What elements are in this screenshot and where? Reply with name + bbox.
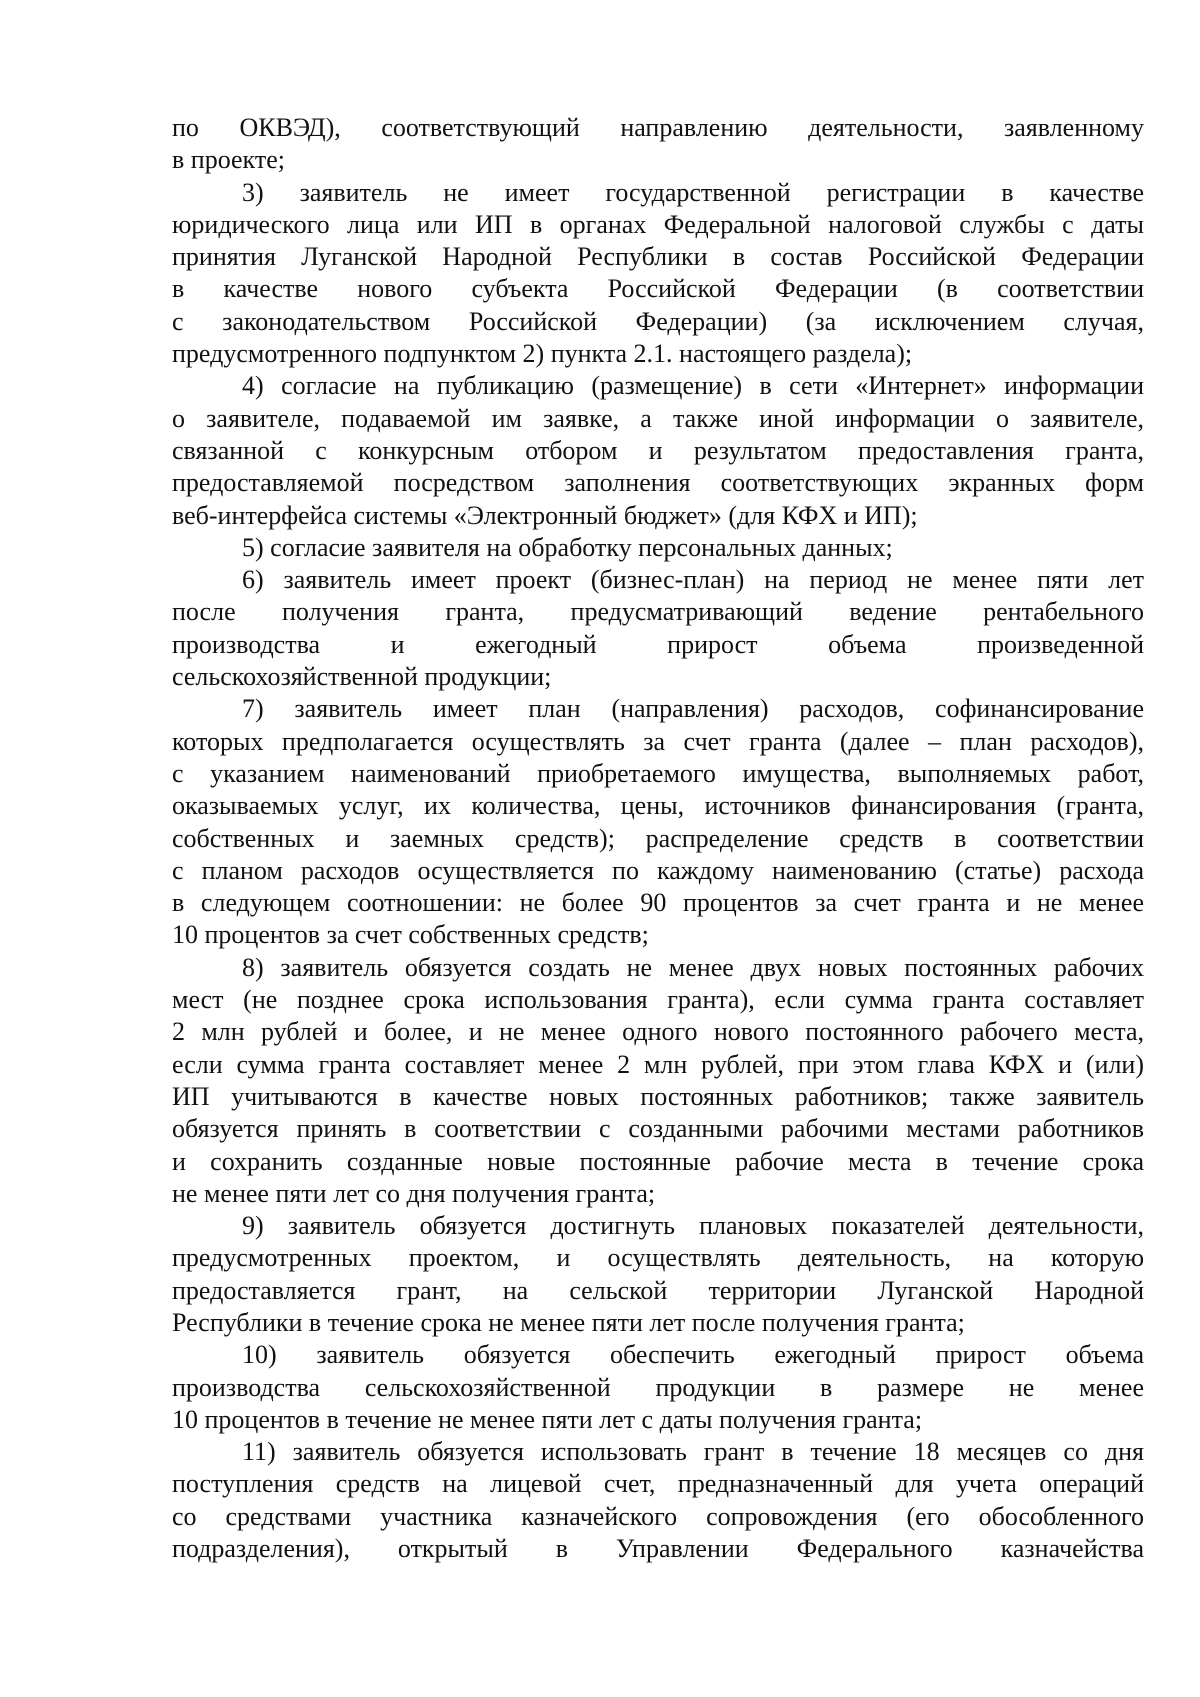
text-line: предоставляемой посредством заполнения соответствующих экранных форм — [172, 468, 1144, 498]
paragraph — [172, 952, 1144, 1210]
text-line: о заявителе, подаваемой им заявке, а также иной информации о заявителе, — [172, 403, 1144, 433]
text-line: принятия Луганской Народной Республики в состав Российской Федерации — [172, 242, 1144, 272]
text-line: в следующем соотношении: не более 90 процентов за счет гранта и не менее — [172, 888, 1144, 918]
text-line: сельскохозяйственной продукции; — [172, 662, 552, 692]
text-line: с законодательством Российской Федерации) (за исключением случая, — [172, 306, 1144, 336]
paragraph — [172, 693, 1144, 951]
text-line: после получения гранта, предусматривающий ведение рентабельного — [172, 597, 1144, 627]
text-line: 2 млн рублей и более, и не менее одного нового постоянного рабочего места, — [172, 1017, 1144, 1047]
text-line: не менее пяти лет со дня получения гранта; — [172, 1178, 656, 1208]
text-line: связанной с конкурсным отбором и результатом предоставления гранта, — [172, 435, 1144, 465]
paragraph — [172, 1210, 1144, 1339]
text-line: производства сельскохозяйственной продукции в размере не менее — [172, 1372, 1144, 1402]
text-line: 7) заявитель имеет план (направления) расходов, софинансирование — [242, 694, 1144, 724]
text-line: ИП учитываются в качестве новых постоянных работников; также заявитель — [172, 1081, 1144, 1111]
text-line: предоставляется грант, на сельской территории Луганской Народной — [172, 1275, 1144, 1305]
text-line: обязуется принять в соответствии с созданными рабочими местами работников — [172, 1114, 1144, 1144]
text-line: собственных и заемных средств); распределение средств в соответствии — [172, 823, 1144, 853]
text-line: 11) заявитель обязуется использовать грант в течение 18 месяцев со дня — [242, 1437, 1144, 1467]
text-line: 10 процентов за счет собственных средств; — [172, 920, 649, 950]
text-line: в проекте; — [172, 145, 285, 175]
text-line: мест (не позднее срока использования гранта), если сумма гранта составляет — [172, 985, 1144, 1015]
paragraph — [172, 564, 1144, 693]
text-line: оказываемых услуг, их количества, цены, источников финансирования (гранта, — [172, 791, 1144, 821]
document-body — [172, 112, 1144, 1565]
text-line: 5) согласие заявителя на обработку персональных данных; — [242, 532, 893, 562]
paragraph — [172, 370, 1144, 531]
text-line: со средствами участника казначейского сопровождения (его обособленного — [172, 1501, 1144, 1531]
text-line: которых предполагается осуществлять за счет гранта (далее – план расходов), — [172, 726, 1144, 756]
text-line: предусмотренного подпунктом 2) пункта 2.1. настоящего раздела); — [172, 339, 913, 369]
text-line: юридического лица или ИП в органах Федеральной налоговой службы с даты — [172, 209, 1144, 239]
text-line: по ОКВЭД), соответствующий направлению деятельности, заявленному — [172, 113, 1144, 142]
text-line: и сохранить созданные новые постоянные рабочие места в течение срока — [172, 1146, 1144, 1176]
text-line: 6) заявитель имеет проект (бизнес-план) на период не менее пяти лет — [242, 565, 1144, 595]
paragraph — [172, 177, 1144, 371]
paragraph — [172, 1339, 1144, 1436]
text-line: с планом расходов осуществляется по каждому наименованию (статье) расхода — [172, 855, 1144, 885]
text-line: 8) заявитель обязуется создать не менее двух новых постоянных рабочих — [242, 952, 1144, 982]
text-line: Республики в течение срока не менее пяти лет после получения гранта; — [172, 1307, 965, 1337]
text-line: подразделения), открытый в Управлении Федерального казначейства — [172, 1534, 1144, 1564]
text-line: поступления средств на лицевой счет, предназначенный для учета операций — [172, 1469, 1144, 1499]
text-line: в качестве нового субъекта Российской Федерации (в соответствии — [172, 274, 1144, 304]
text-line: 10 процентов в течение не менее пяти лет с даты получения гранта; — [172, 1404, 923, 1434]
paragraph — [172, 112, 1144, 177]
text-line: 10) заявитель обязуется обеспечить ежегодный прирост объема — [242, 1340, 1144, 1370]
text-line: если сумма гранта составляет менее 2 млн рублей, при этом глава КФХ и (или) — [172, 1049, 1144, 1079]
text-line: 4) согласие на публикацию (размещение) в сети «Интернет» информации — [242, 371, 1144, 401]
text-line: с указанием наименований приобретаемого имущества, выполняемых работ, — [172, 758, 1144, 788]
text-line: производства и ежегодный прирост объема произведенной — [172, 629, 1144, 659]
text-line: 9) заявитель обязуется достигнуть плановых показателей деятельности, — [242, 1211, 1144, 1241]
text-line: предусмотренных проектом, и осуществлять деятельность, на которую — [172, 1243, 1144, 1273]
paragraph — [172, 532, 1144, 564]
paragraph — [172, 1436, 1144, 1565]
text-line: 3) заявитель не имеет государственной регистрации в качестве — [242, 177, 1144, 207]
text-line: веб-интерфейса системы «Электронный бюджет» (для КФХ и ИП); — [172, 500, 918, 530]
